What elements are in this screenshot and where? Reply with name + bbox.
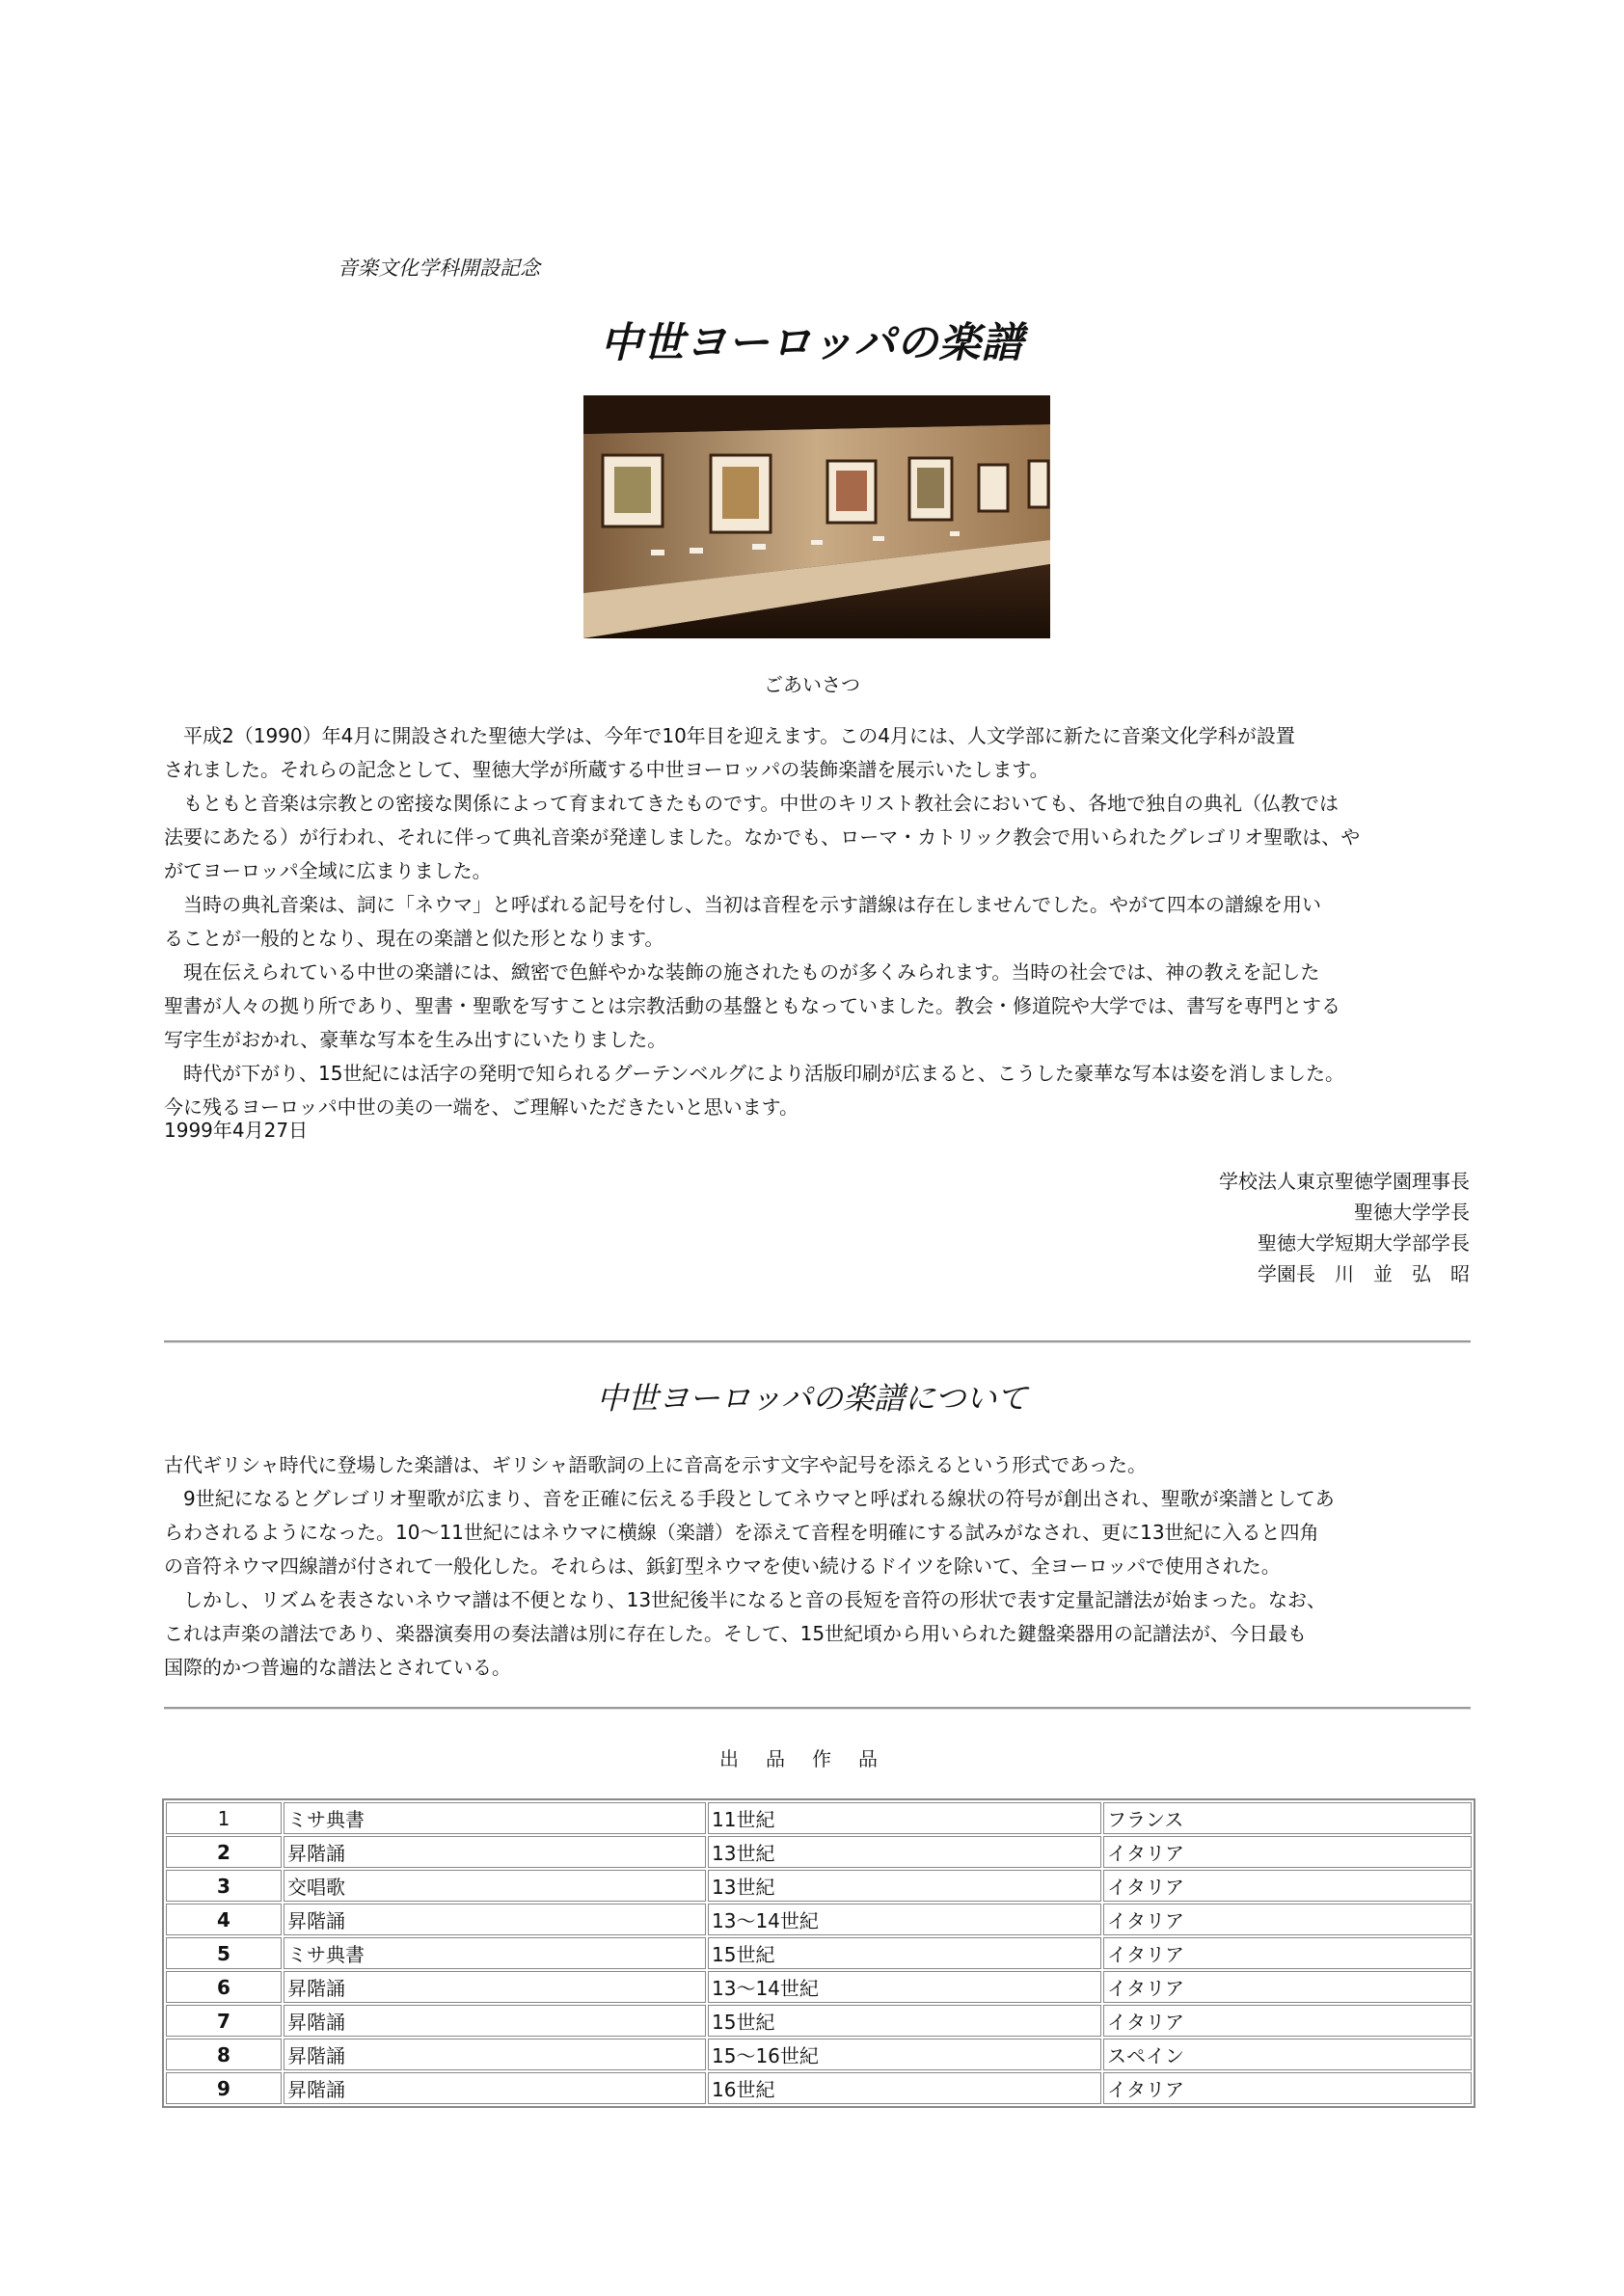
exhibit-kind: ミサ典書 bbox=[284, 1802, 706, 1834]
about-line: 9世紀になるとグレゴリオ聖歌が広まり、音を正確に伝える手段としてネウマと呼ばれる線状の符号が創出され、聖歌が楽譜としてあ bbox=[164, 1487, 1335, 1510]
greeting-line: 聖書が人々の拠り所であり、聖書・聖歌を写すことは宗教活動の基盤ともなっていました。教会・修道院や大学では、書写を専門とする bbox=[164, 994, 1340, 1017]
exhibit-century: 15世紀 bbox=[708, 2005, 1101, 2037]
about-line: 古代ギリシャ時代に登場した楽譜は、ギリシャ語歌詞の上に音高を示す文字や記号を添えるという形式であった。 bbox=[164, 1453, 1147, 1476]
greeting-line: されました。それらの記念として、聖徳大学が所蔵する中世ヨーロッパの装飾楽譜を展示いたします。 bbox=[164, 758, 1049, 781]
section-divider bbox=[164, 1707, 1471, 1710]
exhibit-number: 6 bbox=[166, 1971, 282, 2003]
exhibit-number: 7 bbox=[166, 2005, 282, 2037]
greeting-line: もともと音楽は宗教との密接な関係によって育まれてきたものです。中世のキリスト教社会においても、各地で独自の典礼（仏教では bbox=[164, 792, 1339, 815]
exhibit-kind: ミサ典書 bbox=[284, 1937, 706, 1969]
table-row bbox=[166, 1802, 1472, 1834]
section-title: 中世ヨーロッパの楽譜について bbox=[596, 1380, 1028, 1417]
exhibit-kind: 昇階誦 bbox=[284, 1836, 706, 1868]
exhibition-photo bbox=[583, 395, 1050, 638]
greeting-line: 法要にあたる）が行われ、それに伴って典礼音楽が発達しました。なかでも、ローマ・カトリック教会で用いられたグレゴリオ聖歌は、や bbox=[164, 825, 1361, 849]
exhibit-number: 5 bbox=[166, 1937, 282, 1969]
exhibit-kind: 昇階誦 bbox=[284, 1971, 706, 2003]
about-line: 国際的かつ普遍的な譜法とされている。 bbox=[164, 1656, 511, 1679]
exhibits-table bbox=[162, 1798, 1475, 2108]
table-row bbox=[166, 1904, 1472, 1935]
about-line: これは声楽の譜法であり、楽器演奏用の奏法譜は別に存在した。そして、15世紀頃から用いられた鍵盤楽器用の記譜法が、今日最も bbox=[164, 1622, 1308, 1645]
exhibit-kind: 昇階誦 bbox=[284, 2039, 706, 2070]
greeting-heading: ごあいさつ bbox=[764, 673, 860, 696]
greeting-line: ることが一般的となり、現在の楽譜と似た形となります。 bbox=[164, 927, 664, 950]
greeting-line: 今に残るヨーロッパ中世の美の一端を、ご理解いただきたいと思います。 bbox=[164, 1095, 798, 1119]
exhibit-number: 4 bbox=[166, 1904, 282, 1935]
greeting-date: 1999年4月27日 bbox=[164, 1119, 309, 1142]
exhibit-kind: 昇階誦 bbox=[284, 1904, 706, 1935]
about-line: の音符ネウマ四線譜が付されて一般化した。それらは、鋲釘型ネウマを使い続けるドイツを除いて、全ヨーロッパで使用された。 bbox=[164, 1554, 1281, 1578]
table-row bbox=[166, 2072, 1472, 2104]
section-divider bbox=[164, 1340, 1471, 1343]
greeting-line: がてヨーロッパ全域に広まりました。 bbox=[164, 859, 492, 882]
signature-block bbox=[1219, 1166, 1470, 1289]
exhibit-country: イタリア bbox=[1103, 1971, 1472, 2003]
exhibits-heading: 出品作品 bbox=[719, 1747, 905, 1770]
exhibit-country: フランス bbox=[1103, 1802, 1472, 1834]
greeting-line: 平成2（1990）年4月に開設された聖徳大学は、今年で10年目を迎えます。この4月には、人文学部に新たに音楽文化学科が設置 bbox=[164, 724, 1295, 747]
table-row bbox=[166, 1870, 1472, 1902]
exhibit-kind: 昇階誦 bbox=[284, 2072, 706, 2104]
exhibit-century: 13～14世紀 bbox=[708, 1971, 1101, 2003]
page-title: 中世ヨーロッパの楽譜 bbox=[600, 319, 1024, 367]
signature-line: 学校法人東京聖徳学園理事長 bbox=[1219, 1170, 1470, 1193]
signature-line: 聖徳大学短期大学部学長 bbox=[1258, 1231, 1470, 1255]
exhibit-number: 3 bbox=[166, 1870, 282, 1902]
table-row bbox=[166, 1971, 1472, 2003]
greeting-line: 現在伝えられている中世の楽譜には、緻密で色鮮やかな装飾の施されたものが多くみられます。当時の社会では、神の教えを記した bbox=[164, 960, 1320, 984]
exhibit-number: 9 bbox=[166, 2072, 282, 2104]
table-row bbox=[166, 1836, 1472, 1868]
table-row bbox=[166, 1937, 1472, 1969]
exhibit-century: 15世紀 bbox=[708, 1937, 1101, 1969]
greeting-line: 写字生がおかれ、豪華な写本を生み出すにいたりました。 bbox=[164, 1028, 667, 1051]
exhibit-country: イタリア bbox=[1103, 2072, 1472, 2104]
exhibit-century: 13世紀 bbox=[708, 1836, 1101, 1868]
signature-line: 聖徳大学学長 bbox=[1354, 1201, 1470, 1224]
greeting-line: 時代が下がり、15世紀には活字の発明で知られるグーテンベルグにより活版印刷が広まると、こうした豪華な写本は姿を消しました。 bbox=[164, 1062, 1345, 1085]
exhibit-century: 15～16世紀 bbox=[708, 2039, 1101, 2070]
exhibit-country: スペイン bbox=[1103, 2039, 1472, 2070]
greeting-body bbox=[164, 719, 1490, 1124]
exhibit-kind: 昇階誦 bbox=[284, 2005, 706, 2037]
signature-line: 学園長 川 並 弘 昭 bbox=[1258, 1262, 1470, 1285]
exhibit-century: 16世紀 bbox=[708, 2072, 1101, 2104]
about-line: らわされるようになった。10～11世紀にはネウマに横線（楽譜）を添えて音程を明確にする試みがなされ、更に13世紀に入ると四角 bbox=[164, 1521, 1319, 1544]
exhibit-country: イタリア bbox=[1103, 1937, 1472, 1969]
greeting-line: 当時の典礼音楽は、詞に「ネウマ」と呼ばれる記号を付し、当初は音程を示す譜線は存在しませんでした。やがて四本の譜線を用い bbox=[164, 893, 1321, 916]
exhibit-century: 13～14世紀 bbox=[708, 1904, 1101, 1935]
exhibit-country: イタリア bbox=[1103, 1836, 1472, 1868]
exhibit-country: イタリア bbox=[1103, 2005, 1472, 2037]
exhibit-number: 1 bbox=[166, 1802, 282, 1834]
about-line: しかし、リズムを表さないネウマ譜は不便となり、13世紀後半になると音の長短を音符の形状で表す定量記譜法が始まった。なお、 bbox=[164, 1588, 1327, 1611]
exhibit-century: 13世紀 bbox=[708, 1870, 1101, 1902]
exhibit-number: 2 bbox=[166, 1836, 282, 1868]
exhibit-kind: 交唱歌 bbox=[284, 1870, 706, 1902]
table-row bbox=[166, 2039, 1472, 2070]
table-row bbox=[166, 2005, 1472, 2037]
exhibit-country: イタリア bbox=[1103, 1904, 1472, 1935]
event-subtitle: 音楽文化学科開設記念 bbox=[338, 257, 540, 280]
exhibit-country: イタリア bbox=[1103, 1870, 1472, 1902]
about-body bbox=[164, 1448, 1490, 1685]
exhibit-number: 8 bbox=[166, 2039, 282, 2070]
exhibit-century: 11世紀 bbox=[708, 1802, 1101, 1834]
